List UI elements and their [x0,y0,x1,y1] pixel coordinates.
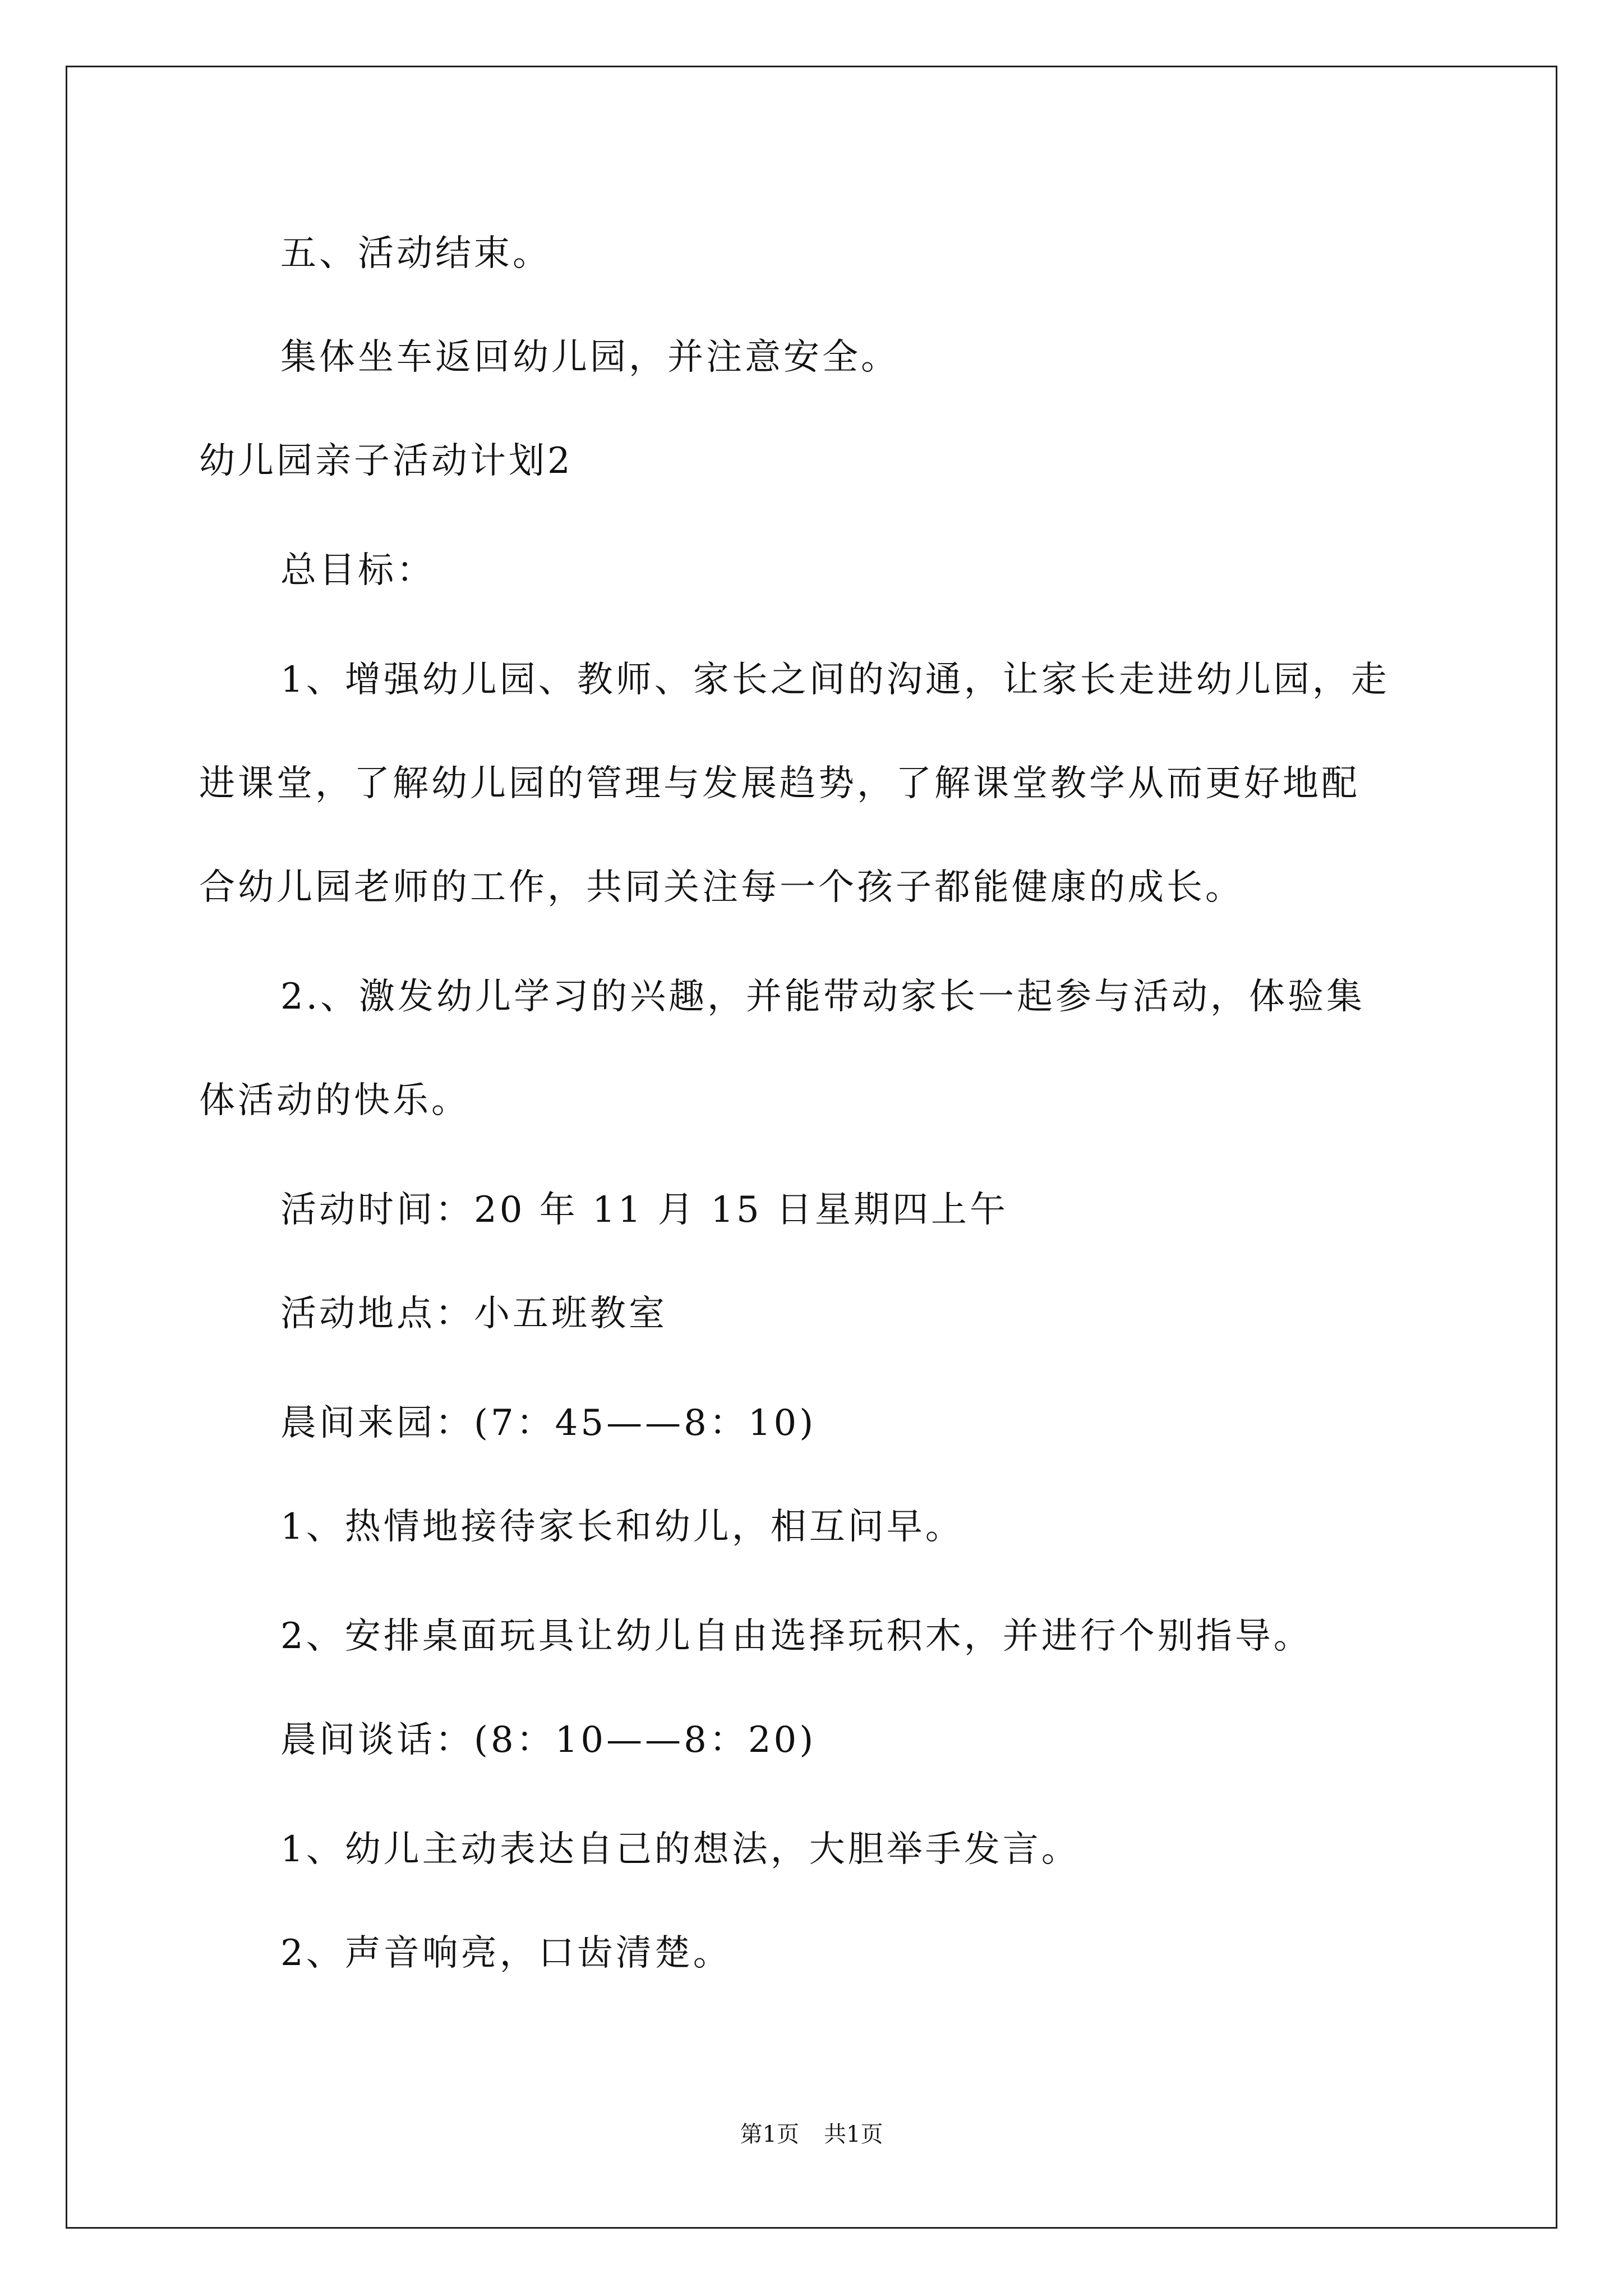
body-line: 总目标： [280,550,435,591]
body-line: 1、增强幼儿园、教师、家长之间的沟通，让家长走进幼儿园，走 [280,659,1390,701]
page-border [66,66,1557,2229]
body-line: 2.、激发幼儿学习的兴趣，并能带动家长一起参与活动，体验集 [280,976,1366,1018]
body-line: 体活动的快乐。 [199,1080,470,1121]
body-line: 晨间谈话：(8：10——8：20) [280,1719,817,1761]
body-line: 1、幼儿主动表达自己的想法，大胆举手发言。 [280,1829,1080,1870]
body-line: 进课堂，了解幼儿园的管理与发展趋势，了解课堂教学从而更好地配 [199,763,1360,804]
body-line: 活动地点：小五班教室 [280,1293,667,1335]
body-line: 晨间来园：(7：45——8：10) [280,1402,817,1444]
body-line: 2、安排桌面玩具让幼儿自由选择玩积木，并进行个别指导。 [280,1616,1312,1657]
body-line: 活动时间：20 年 11 月 15 日星期四上午 [280,1189,1009,1231]
page-footer [0,2120,1623,2148]
body-line: 2、声音响亮，口齿清楚。 [280,1932,732,1974]
body-line: 五、活动结束。 [280,233,551,274]
body-line: 合幼儿园老师的工作，共同关注每一个孩子都能健康的成长。 [199,867,1244,908]
page-number: 第1页 [740,2122,799,2147]
page-count: 共1页 [824,2122,883,2147]
body-line: 集体坐车返回幼儿园，并注意安全。 [280,337,900,378]
section-heading: 幼儿园亲子活动计划2 [199,440,573,482]
body-line: 1、热情地接待家长和幼儿，相互问早。 [280,1506,964,1548]
